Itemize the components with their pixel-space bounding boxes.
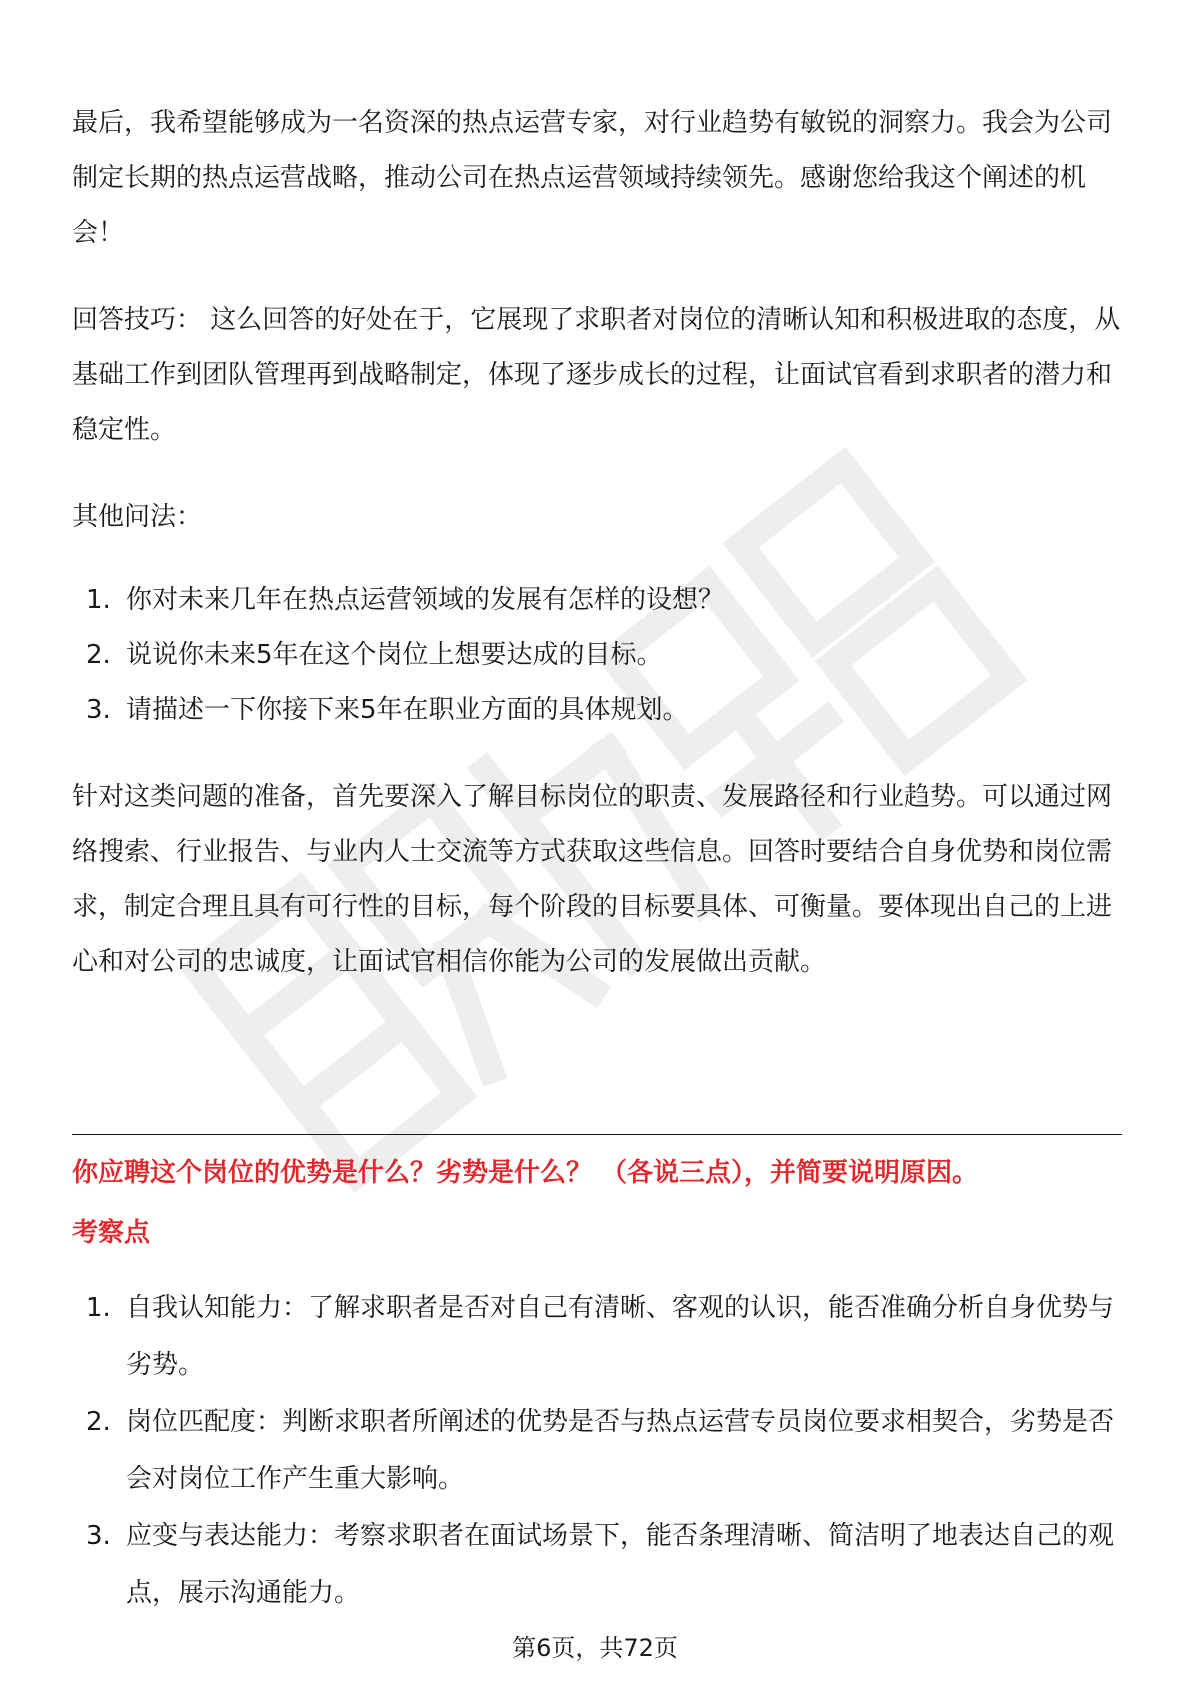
list-item-number: 3.: [86, 695, 111, 725]
other-questions-list: [72, 573, 1122, 738]
list-item-number: 1.: [86, 585, 111, 615]
list-item-number: 2.: [86, 640, 111, 670]
question-title: 你应聘这个岗位的优势是什么？劣势是什么？ （各说三点），并简要说明原因。: [72, 1158, 979, 1188]
key-points-list: [72, 1280, 1122, 1622]
page-number-footer: 第6页，共72页: [512, 1634, 678, 1662]
list-item-text: 应变与表达能力：考察求职者在面试场景下，能否条理清晰、简洁明了地表达自己的观点，展示沟通能力。: [126, 1521, 1115, 1608]
section-divider: [72, 1134, 1122, 1135]
list-item: [72, 1508, 1122, 1622]
list-item: [72, 683, 1122, 738]
list-item-number: 1.: [86, 1293, 111, 1323]
list-item-text: 请描述一下你接下来5年在职业方面的具体规划。: [126, 695, 689, 725]
answer-tip-paragraph: 回答技巧： 这么回答的好处在于，它展现了求职者对岗位的清晰认知和积极进取的态度，从基础工作到团队管理再到战略制定，体现了逐步成长的过程，让面试官看到求职者的潜力和稳定性。: [72, 305, 1121, 445]
intro-paragraph: 最后，我希望能够成为一名资深的热点运营专家，对行业趋势有敏锐的洞察力。我会为公司制定长期的热点运营战略，推动公司在热点运营领域持续领先。感谢您给我这个阐述的机会！: [72, 108, 1113, 248]
preparation-paragraph: 针对这类问题的准备，首先要深入了解目标岗位的职责、发展路径和行业趋势。可以通过网络搜索、行业报告、与业内人士交流等方式获取这些信息。回答时要结合自身优势和岗位需求，制定合理且具有可行性的目标，每个阶段的目标要具体、可衡量。要体现出自己的上进心和对公司的忠诚度，让面试官相信你能为公司的发展做出贡献。: [72, 782, 1113, 977]
list-item: [72, 628, 1122, 683]
list-item-text: 你对未来几年在热点运营领域的发展有怎样的设想？: [126, 585, 725, 615]
list-item: [72, 1280, 1122, 1394]
list-item-number: 2.: [86, 1407, 111, 1437]
list-item-number: 3.: [86, 1521, 111, 1551]
list-item-text: 自我认知能力：了解求职者是否对自己有清晰、客观的认识，能否准确分析自身优势与劣势。: [126, 1293, 1115, 1380]
key-points-heading: 考察点: [72, 1218, 151, 1248]
other-questions-label: 其他问法：: [72, 502, 203, 532]
list-item: [72, 1394, 1122, 1508]
page-content: [72, 96, 1122, 990]
list-item: [72, 573, 1122, 628]
list-item-text: 岗位匹配度：判断求职者所阐述的优势是否与热点运营专员岗位要求相契合，劣势是否会对岗位工作产生重大影响。: [126, 1407, 1115, 1494]
list-item-text: 说说你未来5年在这个岗位上想要达成的目标。: [126, 640, 663, 670]
